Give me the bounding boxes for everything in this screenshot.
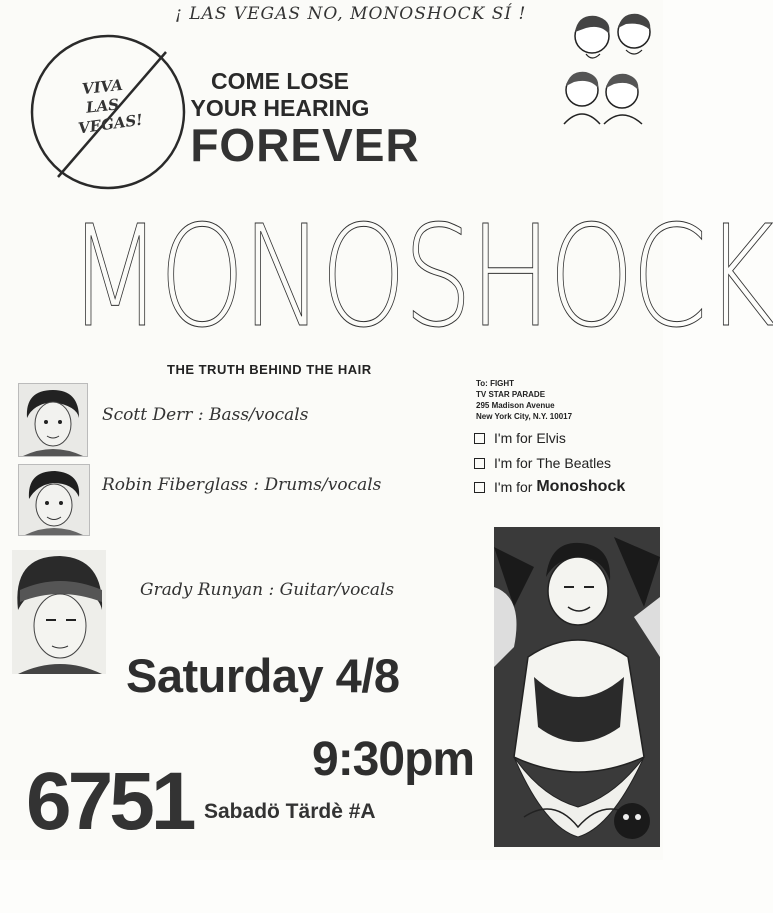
member-separator: : xyxy=(253,475,265,495)
checkbox xyxy=(474,482,485,493)
member-row xyxy=(102,405,308,425)
coupon-to-line: To: FIGHT xyxy=(476,379,515,388)
member-name: Scott Derr xyxy=(102,405,193,425)
member-photo xyxy=(12,550,106,674)
coupon-line2: TV STAR PARADE xyxy=(476,390,546,399)
family-illustration xyxy=(556,4,658,126)
option-prefix: I'm for xyxy=(494,455,533,471)
headline-line2: YOUR HEARING xyxy=(190,95,370,121)
option-prefix: I'm for xyxy=(494,430,533,446)
member-photo xyxy=(18,464,90,536)
member-role: Bass/vocals xyxy=(208,405,309,425)
event-date: Saturday 4/8 xyxy=(126,649,400,702)
band-name: MONOSHOCK xyxy=(68,196,773,359)
coupon-line3: 295 Madison Avenue xyxy=(476,401,555,410)
member-role: Drums/vocals xyxy=(264,475,382,495)
member-row xyxy=(102,475,381,495)
option-name: The Beatles xyxy=(536,455,612,471)
circle-text-viva: VIVA xyxy=(81,75,124,99)
tagline: THE TRUTH BEHIND THE HAIR xyxy=(167,362,372,377)
circle-text-vegas: VEGAS! xyxy=(77,110,144,138)
checkbox xyxy=(474,458,485,469)
member-name: Grady Runyan xyxy=(140,580,264,600)
member-role: Guitar/vocals xyxy=(279,580,395,600)
member-photo xyxy=(18,383,88,457)
coupon-line4: New York City, N.Y. 10017 xyxy=(476,412,573,421)
pinup-illustration xyxy=(494,527,660,847)
option-prefix: I'm for xyxy=(494,479,533,495)
venue-number: 6751 xyxy=(26,756,193,847)
member-row xyxy=(140,580,394,600)
venue-note: Sabadö Tärdè #A xyxy=(204,800,376,823)
member-separator: : xyxy=(197,405,209,425)
top-note: ¡ LAS VEGAS NO, MONOSHOCK SÍ ! xyxy=(175,4,527,24)
option-name: Monoshock xyxy=(536,478,626,495)
circle-text-las: LAS xyxy=(85,95,120,117)
member-separator: : xyxy=(268,580,280,600)
event-time: 9:30pm xyxy=(312,733,475,786)
coupon-option-beatles xyxy=(474,455,611,471)
coupon-option-monoshock xyxy=(474,478,625,496)
headline-line1: COME LOSE xyxy=(210,68,349,94)
headline-line3: FOREVER xyxy=(190,119,420,171)
checkbox xyxy=(474,433,485,444)
member-name: Robin Fiberglass xyxy=(102,475,248,495)
coupon-address xyxy=(476,378,572,422)
option-name: Elvis xyxy=(536,430,566,446)
coupon-option-elvis xyxy=(474,430,566,446)
